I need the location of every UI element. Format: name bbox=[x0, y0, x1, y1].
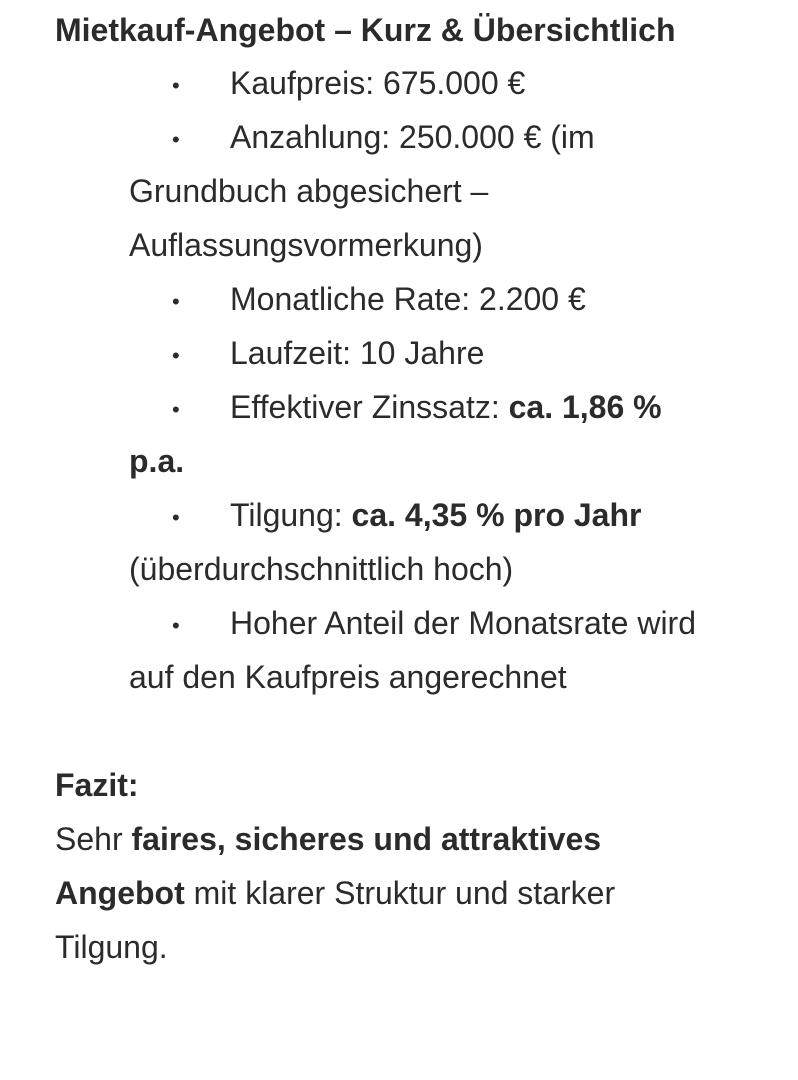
zinssatz-value-continued: p.a. bbox=[129, 443, 185, 479]
item-tilgung bbox=[230, 495, 641, 535]
fazit-line1-pre: Sehr bbox=[55, 821, 132, 857]
fazit-line3: Tilgung. bbox=[55, 929, 168, 965]
zinssatz-label: Effektiver Zinssatz: bbox=[230, 389, 509, 425]
item-zinssatz bbox=[230, 387, 662, 427]
item-monatliche-rate: Monatliche Rate: 2.200 € bbox=[230, 281, 586, 317]
bullet-marker: • bbox=[172, 505, 180, 530]
bullet-marker: • bbox=[172, 613, 180, 638]
fazit-line1-bold: faires, sicheres und attraktives bbox=[131, 821, 602, 857]
item-anteil-line2: auf den Kaufpreis angerechnet bbox=[129, 659, 567, 695]
item-laufzeit: Laufzeit: 10 Jahre bbox=[230, 335, 485, 371]
item-anteil-line1: Hoher Anteil der Monatsrate wird bbox=[230, 605, 696, 641]
tilgung-value: ca. 4,35 % pro Jahr bbox=[351, 497, 642, 533]
item-anzahlung-line1: Anzahlung: 250.000 € (im bbox=[230, 119, 595, 155]
tilgung-note: (überdurchschnittlich hoch) bbox=[129, 551, 514, 587]
fazit-line2-bold: Angebot bbox=[55, 875, 185, 911]
tilgung-label: Tilgung: bbox=[230, 497, 352, 533]
zinssatz-value: ca. 1,86 % bbox=[508, 389, 662, 425]
fazit-heading: Fazit: bbox=[55, 767, 139, 803]
fazit-line1 bbox=[55, 819, 601, 859]
item-anzahlung-line3: Auflassungsvormerkung) bbox=[129, 227, 483, 263]
fazit-line2 bbox=[55, 873, 615, 913]
bullet-marker: • bbox=[172, 289, 180, 314]
bullet-marker: • bbox=[172, 397, 180, 422]
bullet-marker: • bbox=[172, 73, 180, 98]
item-anzahlung-line2: Grundbuch abgesichert – bbox=[129, 173, 489, 209]
bullet-marker: • bbox=[172, 127, 180, 152]
fazit-line2-rest: mit klarer Struktur und starker bbox=[184, 875, 616, 911]
bullet-marker: • bbox=[172, 343, 180, 368]
item-kaufpreis: Kaufpreis: 675.000 € bbox=[230, 65, 526, 101]
document-title: Mietkauf-Angebot – Kurz & Übersichtlich bbox=[55, 12, 676, 48]
